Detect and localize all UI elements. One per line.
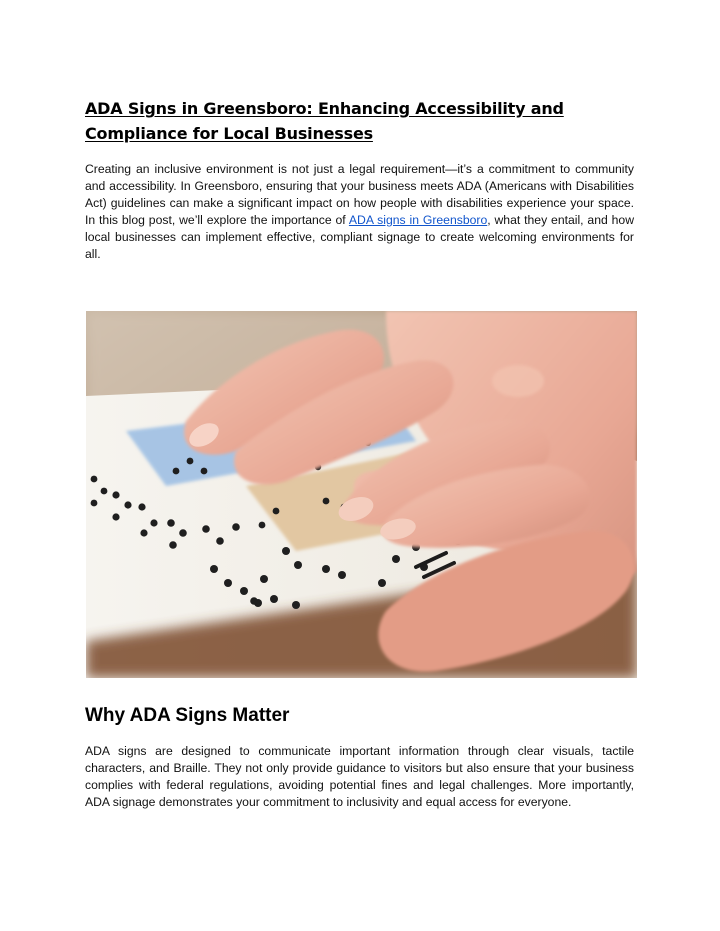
intro-paragraph — [85, 161, 634, 263]
intro-text-after: , what they entail, and how local businesses can implement effective, compliant signage to create welcoming environments for all. — [85, 213, 635, 261]
section-heading: Why ADA Signs Matter — [85, 705, 290, 726]
section-paragraph: ADA signs are designed to communicate important information through clear visuals, tactile characters, and Braille. They not only provide guidance to visitors but also ensure that your business complies with federal regulations, avoiding potential fines and legal challenges. More importantly, ADA signage demonstrates your commitment to inclusivity and equal access for everyone. — [85, 744, 634, 809]
ada-signs-link[interactable]: ADA signs in Greensboro — [348, 213, 488, 227]
braille-sign-photo — [86, 311, 637, 678]
intro-text-before: Creating an inclusive environment is not just a legal requirement—it’s a commitment to community and accessibility. In Greensboro, ensuring that your business meets ADA (Americans with Disabilities Act) guidelines can make a significant impact on how people with disabilities experience your space. In this blog post, we’ll explore the importance of — [85, 162, 634, 227]
article-title: ADA Signs in Greensboro: Enhancing Accessibility and Compliance for Local Businesses — [85, 99, 564, 143]
